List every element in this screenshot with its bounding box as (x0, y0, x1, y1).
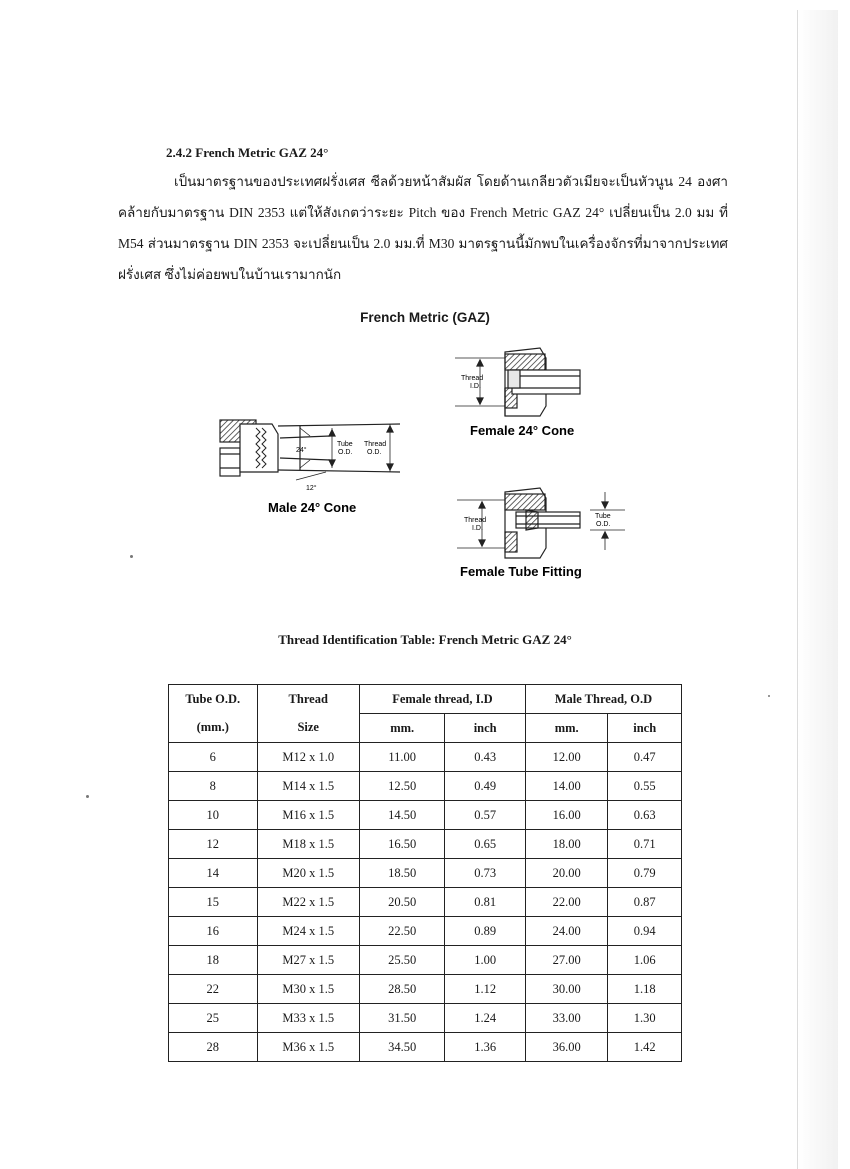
cell-female-mm: 28.50 (359, 975, 444, 1004)
female-cone-caption: Female 24° Cone (470, 423, 575, 438)
section-title: 2.4.2 French Metric GAZ 24° (166, 145, 329, 160)
male-thread-label: Thread (364, 441, 387, 448)
cell-tube-od: 8 (169, 772, 258, 801)
cell-thread-size: M12 x 1.0 (257, 743, 359, 772)
cell-thread-size: M22 x 1.5 (257, 888, 359, 917)
cell-female-mm: 16.50 (359, 830, 444, 859)
scan-speck (130, 555, 133, 558)
cell-tube-od: 22 (169, 975, 258, 1004)
cell-female-inch: 1.12 (445, 975, 525, 1004)
male-angle-12-label: 12° (306, 485, 317, 492)
table-header-row (169, 685, 682, 714)
table-row (169, 917, 682, 946)
cell-male-inch: 1.18 (608, 975, 682, 1004)
cell-male-mm: 12.00 (525, 743, 608, 772)
header-thread-size: Size (257, 714, 359, 743)
cell-thread-size: M18 x 1.5 (257, 830, 359, 859)
cell-tube-od: 28 (169, 1033, 258, 1062)
table-row (169, 830, 682, 859)
cell-female-mm: 34.50 (359, 1033, 444, 1062)
cell-female-mm: 22.50 (359, 917, 444, 946)
cell-male-inch: 0.71 (608, 830, 682, 859)
male-cone-caption: Male 24° Cone (268, 500, 357, 515)
cell-male-mm: 20.00 (525, 859, 608, 888)
cell-female-mm: 20.50 (359, 888, 444, 917)
header-tube-od: Tube O.D. (169, 685, 258, 714)
thread-identification-table (168, 684, 682, 1062)
female-cone-id-label: I.D. (470, 383, 481, 390)
cell-tube-od: 15 (169, 888, 258, 917)
cell-female-mm: 12.50 (359, 772, 444, 801)
female-tube-thread-label: Thread (464, 517, 487, 524)
cell-female-inch: 0.57 (445, 801, 525, 830)
header-male-mm: mm. (525, 714, 608, 743)
cell-tube-od: 18 (169, 946, 258, 975)
cell-female-mm: 11.00 (359, 743, 444, 772)
table-row (169, 1004, 682, 1033)
cell-tube-od: 16 (169, 917, 258, 946)
cell-thread-size: M30 x 1.5 (257, 975, 359, 1004)
table-subheader-row (169, 714, 682, 743)
cell-male-mm: 33.00 (525, 1004, 608, 1033)
table-row (169, 975, 682, 1004)
female-cone-drawing (455, 348, 580, 416)
scan-speck (768, 695, 770, 697)
cell-male-inch: 0.55 (608, 772, 682, 801)
cell-male-inch: 0.63 (608, 801, 682, 830)
table-row (169, 772, 682, 801)
male-thread-od-label: O.D. (367, 449, 382, 456)
cell-male-mm: 30.00 (525, 975, 608, 1004)
header-male-inch: inch (608, 714, 682, 743)
cell-male-mm: 22.00 (525, 888, 608, 917)
cell-female-inch: 0.89 (445, 917, 525, 946)
cell-male-inch: 0.79 (608, 859, 682, 888)
cell-female-mm: 31.50 (359, 1004, 444, 1033)
page-edge (797, 10, 838, 1169)
cell-male-mm: 14.00 (525, 772, 608, 801)
cell-male-inch: 0.94 (608, 917, 682, 946)
female-tube-od-label: O.D. (596, 521, 611, 528)
cell-female-inch: 0.43 (445, 743, 525, 772)
female-tube-tube-label: Tube (595, 513, 611, 520)
male-tube-od-label: O.D. (338, 449, 353, 456)
cell-female-inch: 0.65 (445, 830, 525, 859)
cell-tube-od: 14 (169, 859, 258, 888)
cell-tube-od: 6 (169, 743, 258, 772)
cell-thread-size: M36 x 1.5 (257, 1033, 359, 1062)
cell-male-inch: 0.87 (608, 888, 682, 917)
female-tube-id-label: I.D. (472, 525, 483, 532)
cell-male-mm: 36.00 (525, 1033, 608, 1062)
cell-male-mm: 16.00 (525, 801, 608, 830)
cell-female-inch: 1.24 (445, 1004, 525, 1033)
cell-male-mm: 27.00 (525, 946, 608, 975)
scan-speck (86, 795, 89, 798)
cell-male-inch: 1.06 (608, 946, 682, 975)
diagram-title: French Metric (GAZ) (360, 310, 490, 325)
table-row (169, 743, 682, 772)
female-cone-thread-label: Thread (461, 375, 484, 382)
table-title: Thread Identification Table: French Metric GAZ 24° (278, 632, 572, 647)
header-female-thread: Female thread, I.D (359, 685, 525, 714)
cell-female-mm: 25.50 (359, 946, 444, 975)
cell-male-inch: 1.30 (608, 1004, 682, 1033)
header-female-inch: inch (445, 714, 525, 743)
cell-female-inch: 1.36 (445, 1033, 525, 1062)
cell-thread-size: M27 x 1.5 (257, 946, 359, 975)
header-thread: Thread (257, 685, 359, 714)
cell-tube-od: 10 (169, 801, 258, 830)
section-paragraph: เป็นมาตรฐานของประเทศฝรั่งเศส ซีลด้วยหน้าสัมผัส โดยด้านเกลียวตัวเมียจะเป็นหัวนูน 24 องศา คล้ายกับมาตรฐาน DIN 2353 แต่ให้สังเกตว่าระยะ Pitch ของ French Metric GAZ 24° เปลี่ยนเป็น 2.0 มม ที่ M54 ส่วนมาตรฐาน DIN 2353 จะเปลี่ยนเป็น 2.0 มม.ที่ M30 มาตรฐานนี้มักพบในเครื่องจักรที่มาจากประเทศฝรั่งเศส ซึ่งไม่ค่อยพบในบ้านเรามากนัก (118, 174, 728, 282)
cell-thread-size: M20 x 1.5 (257, 859, 359, 888)
table-row (169, 859, 682, 888)
cell-female-inch: 1.00 (445, 946, 525, 975)
header-male-thread: Male Thread, O.D (525, 685, 681, 714)
cell-thread-size: M14 x 1.5 (257, 772, 359, 801)
table-row (169, 1033, 682, 1062)
table-row (169, 801, 682, 830)
cell-female-inch: 0.49 (445, 772, 525, 801)
male-angle-24-label: 24° (296, 447, 307, 454)
table-row (169, 946, 682, 975)
cell-female-mm: 14.50 (359, 801, 444, 830)
female-tube-caption: Female Tube Fitting (460, 564, 582, 579)
cell-male-mm: 18.00 (525, 830, 608, 859)
cell-thread-size: M24 x 1.5 (257, 917, 359, 946)
fittings-diagram (200, 340, 640, 590)
cell-female-inch: 0.81 (445, 888, 525, 917)
table-row (169, 888, 682, 917)
male-tube-label: Tube (337, 441, 353, 448)
cell-tube-od: 12 (169, 830, 258, 859)
cell-tube-od: 25 (169, 1004, 258, 1033)
header-tube-od-unit: (mm.) (169, 714, 258, 743)
cell-male-mm: 24.00 (525, 917, 608, 946)
cell-thread-size: M16 x 1.5 (257, 801, 359, 830)
cell-male-inch: 1.42 (608, 1033, 682, 1062)
header-female-mm: mm. (359, 714, 444, 743)
cell-thread-size: M33 x 1.5 (257, 1004, 359, 1033)
cell-male-inch: 0.47 (608, 743, 682, 772)
cell-female-mm: 18.50 (359, 859, 444, 888)
cell-female-inch: 0.73 (445, 859, 525, 888)
